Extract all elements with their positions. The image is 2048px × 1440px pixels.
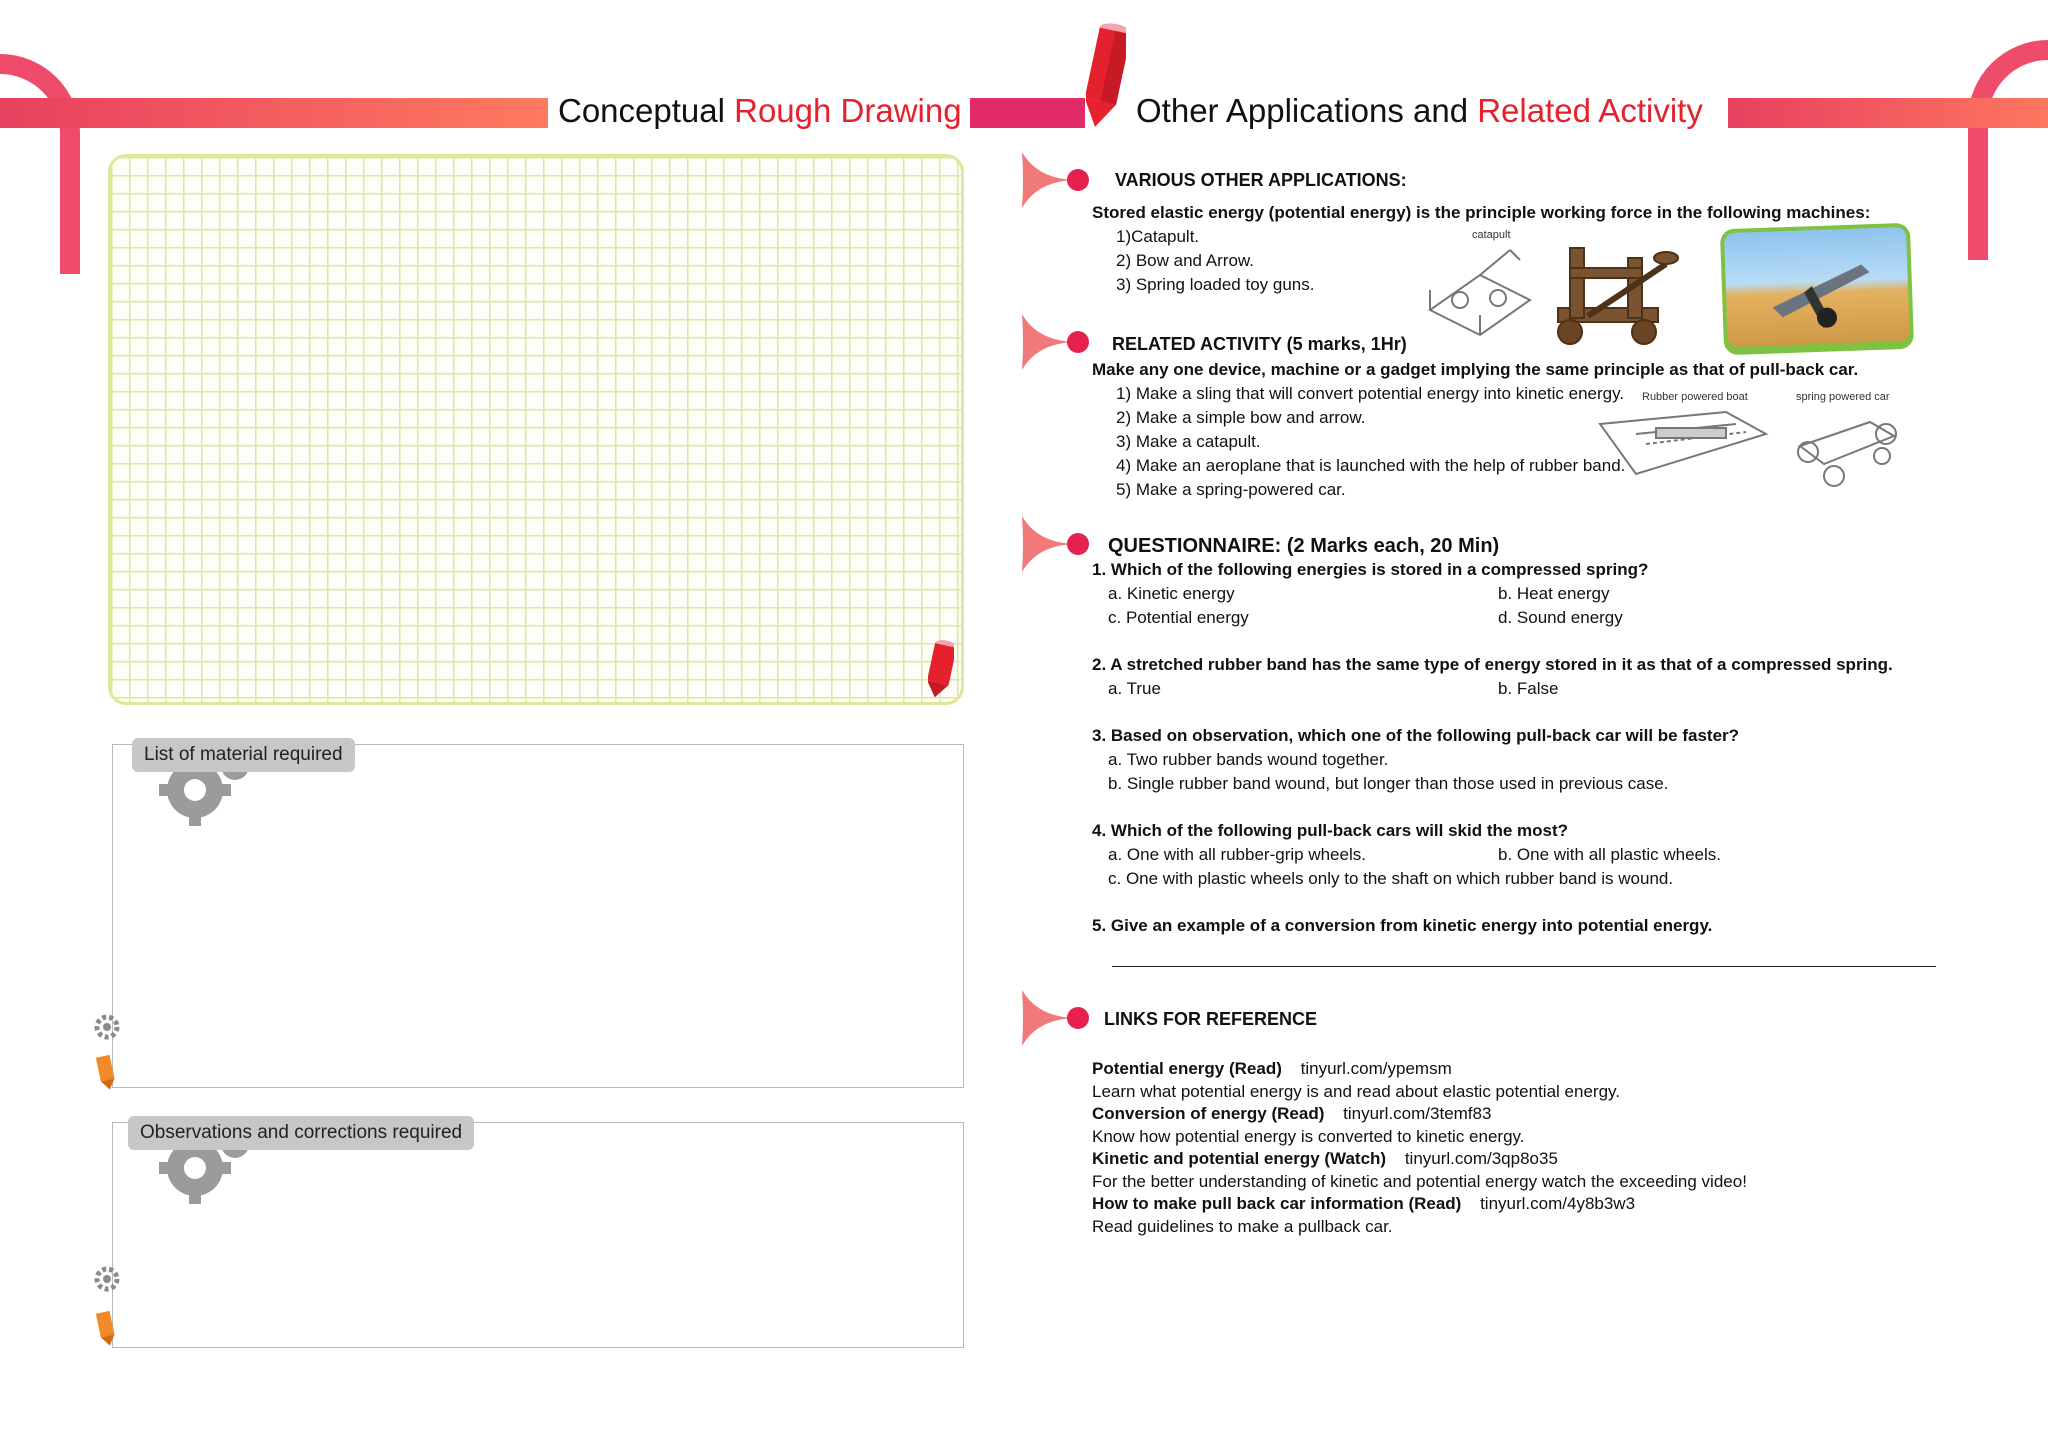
pencil-icon — [96, 1054, 116, 1090]
pencil-icon — [928, 638, 954, 698]
applications-intro: Stored elastic energy (potential energy) is the principle working force in the following machines: — [1092, 203, 1871, 222]
link-label: Kinetic and potential energy (Watch) — [1092, 1149, 1387, 1168]
wooden-catapult-image — [1548, 228, 1680, 348]
header-band-left — [0, 98, 548, 128]
link-description: Learn what potential energy is and read about elastic potential energy. — [1092, 1082, 1620, 1101]
link-description: For the better understanding of kinetic and potential energy watch the exceeding video! — [1092, 1172, 1747, 1191]
answer-line[interactable] — [1112, 966, 1936, 967]
activity-item: 2) Make a simple bow and arrow. — [1116, 408, 1366, 427]
answer-option[interactable]: c. Potential energy — [1108, 608, 1249, 627]
link-url[interactable]: tinyurl.com/3temf83 — [1343, 1104, 1492, 1123]
link-description: Know how potential energy is converted to kinetic energy. — [1092, 1127, 1525, 1146]
activity-item: 4) Make an aeroplane that is launched with the help of rubber band. — [1116, 456, 1626, 475]
answer-option[interactable]: b. Single rubber band wound, but longer than those used in previous case. — [1108, 774, 1669, 793]
section-marker-icon — [1018, 312, 1098, 372]
pencil-icon — [96, 1310, 116, 1346]
link-url[interactable]: tinyurl.com/3qp8o35 — [1404, 1149, 1558, 1168]
applications-item: 2) Bow and Arrow. — [1116, 251, 1254, 270]
question-3: 3. Based on observation, which one of the following pull-back car will be faster? — [1092, 726, 1740, 745]
boat-caption: Rubber powered boat — [1642, 391, 1748, 403]
gear-icon — [94, 1014, 120, 1040]
activity-item: 3) Make a catapult. — [1116, 432, 1261, 451]
question-5: 5. Give an example of a conversion from kinetic energy into potential energy. — [1092, 916, 1713, 935]
header-left-curve — [0, 54, 80, 274]
activity-title: RELATED ACTIVITY (5 marks, 1Hr) — [1112, 334, 1407, 354]
answer-option[interactable]: a. Kinetic energy — [1108, 584, 1235, 603]
answer-option[interactable]: b. One with all plastic wheels. — [1498, 845, 1721, 864]
link-description: Read guidelines to make a pullback car. — [1092, 1217, 1393, 1236]
header-band-middle — [970, 98, 1085, 128]
answer-option[interactable]: a. One with all rubber-grip wheels. — [1108, 845, 1366, 864]
gear-icon — [94, 1266, 120, 1292]
question-2: 2. A stretched rubber band has the same type of energy stored in it as that of a compressed spring. — [1092, 655, 1893, 674]
answer-option[interactable]: b. False — [1498, 679, 1559, 698]
activity-intro: Make any one device, machine or a gadget implying the same principle as that of pull-back car. — [1092, 360, 1859, 379]
section-marker-icon — [1018, 150, 1098, 210]
question-4: 4. Which of the following pull-back cars will skid the most? — [1092, 821, 1569, 840]
catapult-sketch-image — [1420, 240, 1540, 340]
questionnaire-title: QUESTIONNAIRE: (2 Marks each, 20 Min) — [1108, 535, 1500, 557]
right-page-title: Other Applications and Related Activity — [1128, 92, 1711, 130]
rough-drawing-grid[interactable] — [108, 154, 964, 705]
section-marker-icon — [1018, 514, 1098, 574]
car-caption: spring powered car — [1796, 391, 1890, 403]
activity-item: 1) Make a sling that will convert potential energy into kinetic energy. — [1116, 384, 1625, 403]
answer-option[interactable]: b. Heat energy — [1498, 584, 1610, 603]
applications-item: 1)Catapult. — [1116, 227, 1200, 246]
catapult-caption: catapult — [1472, 229, 1511, 241]
answer-option[interactable]: d. Sound energy — [1498, 608, 1623, 627]
rubber-boat-sketch-image — [1596, 404, 1772, 480]
link-label: Conversion of energy (Read) — [1092, 1104, 1325, 1123]
activity-item: 5) Make a spring-powered car. — [1116, 480, 1346, 499]
section-marker-icon — [1018, 988, 1098, 1048]
link-url[interactable]: tinyurl.com/ypemsm — [1300, 1059, 1452, 1078]
links-title: LINKS FOR REFERENCE — [1104, 1009, 1318, 1029]
answer-option[interactable]: c. One with plastic wheels only to the shaft on which rubber band is wound. — [1108, 869, 1674, 888]
link-url[interactable]: tinyurl.com/4y8b3w3 — [1480, 1194, 1636, 1213]
link-label: How to make pull back car information (Read) — [1092, 1194, 1462, 1213]
link-entry — [1092, 1104, 1491, 1124]
launcher-photo — [1720, 223, 1914, 356]
header-right-curve — [1968, 40, 2048, 260]
applications-item: 3) Spring loaded toy guns. — [1116, 275, 1315, 294]
answer-option[interactable]: a. True — [1108, 679, 1161, 698]
link-entry — [1092, 1194, 1635, 1214]
link-label: Potential energy (Read) — [1092, 1059, 1282, 1078]
materials-label: List of material required — [132, 738, 355, 772]
observations-label: Observations and corrections required — [128, 1116, 474, 1150]
pencil-icon — [1086, 20, 1126, 130]
link-entry — [1092, 1059, 1452, 1079]
header-band-right — [1728, 98, 2048, 128]
left-page-title: Conceptual Rough Drawing — [550, 92, 970, 130]
question-1: 1. Which of the following energies is stored in a compressed spring? — [1092, 560, 1649, 579]
applications-title: VARIOUS OTHER APPLICATIONS: — [1115, 170, 1407, 190]
spring-car-sketch-image — [1790, 406, 1902, 490]
link-entry — [1092, 1149, 1558, 1169]
answer-option[interactable]: a. Two rubber bands wound together. — [1108, 750, 1389, 769]
